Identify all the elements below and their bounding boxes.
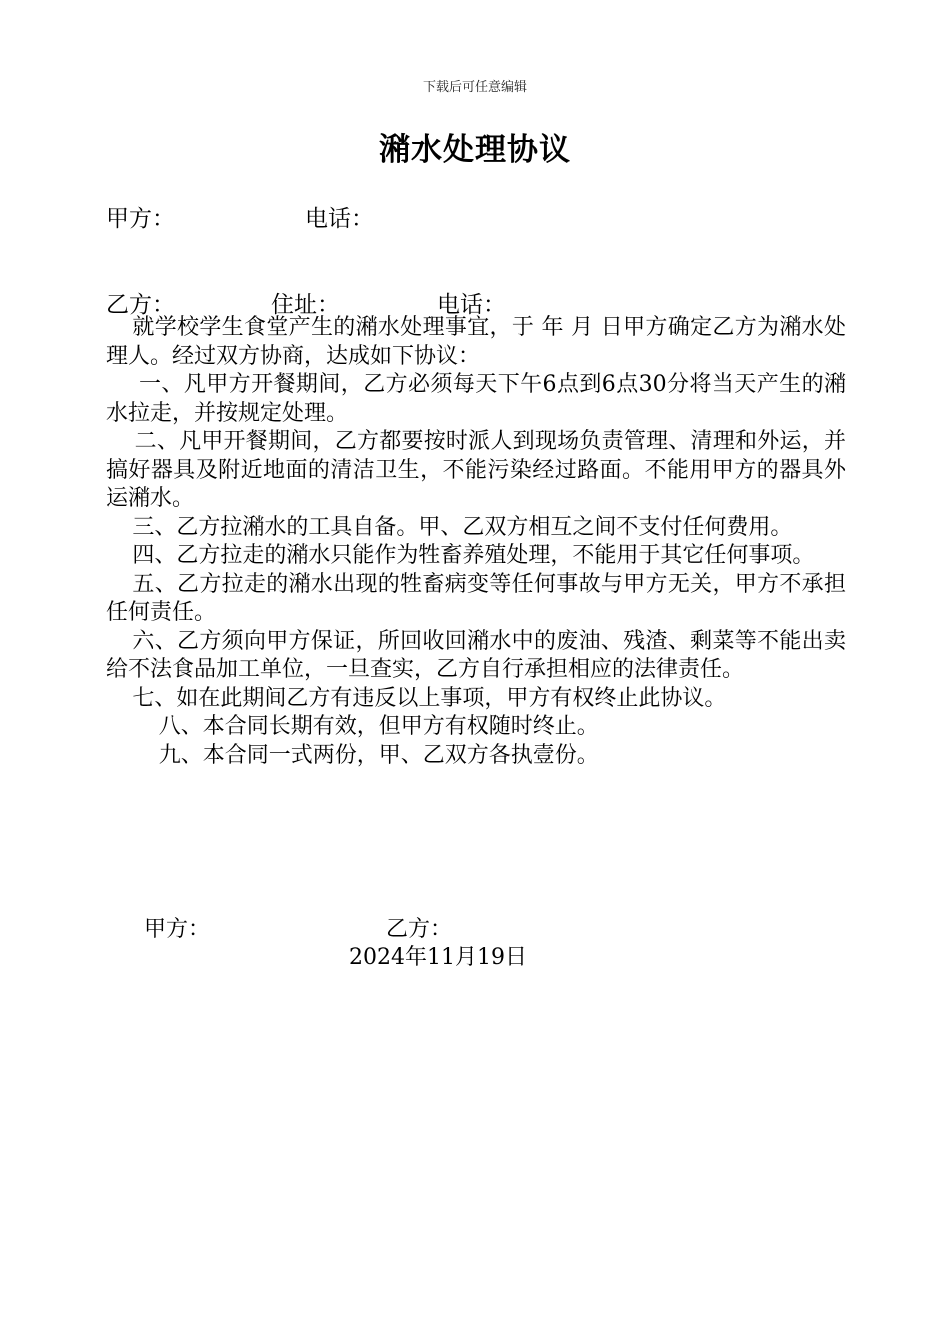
intro-paragraph: 就学校学生食堂产生的潲水处理事宜，于 年 月 日甲方确定乙方为潲水处理人。经过双方协商，达成如下协议：	[106, 315, 846, 369]
clause-1: 一、凡甲方开餐期间，乙方必须每天下午6点到6点30分将当天产生的潲水拉走，并按规定处理。	[106, 372, 846, 426]
agreement-body	[106, 314, 846, 770]
signature-party-b-label: 乙方：	[386, 917, 453, 942]
party-b-label: 乙方：	[106, 292, 175, 318]
signature-party-a-label: 甲方：	[144, 917, 211, 942]
party-a-label: 甲方：	[106, 206, 175, 232]
party-a-phone-label: 电话：	[305, 206, 374, 232]
party-b-address-label: 住址：	[271, 292, 340, 318]
clause-8: 八、本合同长期有效，但甲方有权随时终止。	[158, 714, 599, 739]
party-b-phone-label: 电话：	[437, 292, 506, 318]
party-a-line	[106, 200, 374, 233]
clause-4: 四、乙方拉走的潲水只能作为牲畜养殖处理，不能用于其它任何事项。	[132, 543, 815, 568]
clause-5: 五、乙方拉走的潲水出现的牲畜病变等任何事故与甲方无关，甲方不承担任何责任。	[106, 571, 846, 625]
signature-line	[144, 912, 453, 943]
clause-2: 二、凡甲开餐期间，乙方都要按时派人到现场负责管理、清理和外运，并搞好器具及附近地面的清洁卫生，不能污染经过路面。不能用甲方的器具外运潲水。	[106, 429, 846, 511]
clause-6: 六、乙方须向甲方保证，所回收回潲水中的废油、残渣、剩菜等不能出卖给不法食品加工单位，一旦查实，乙方自行承担相应的法律责任。	[106, 628, 846, 682]
clause-9: 九、本合同一式两份，甲、乙双方各执壹份。	[158, 742, 599, 768]
header-note: 下载后可任意编辑	[422, 80, 527, 95]
document-title: 潲水处理协议	[379, 132, 571, 168]
signature-date: 2024年11月19日	[349, 945, 527, 970]
clause-7: 七、如在此期间乙方有违反以上事项，甲方有权终止此协议。	[132, 685, 727, 711]
clause-3: 三、乙方拉潲水的工具自备。甲、乙双方相互之间不支付任何费用。	[132, 514, 793, 540]
